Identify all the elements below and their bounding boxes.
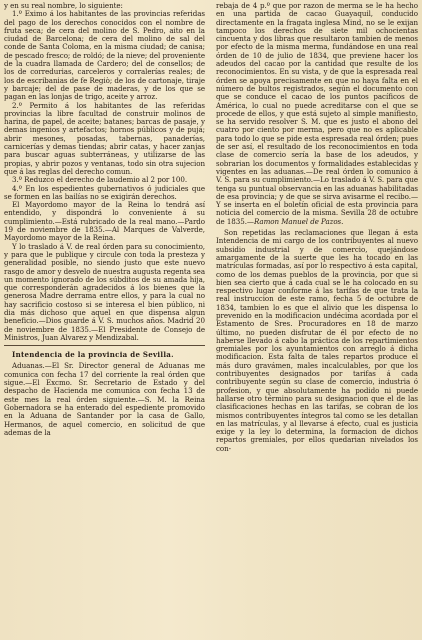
right-column — [216, 2, 418, 453]
paragraph: 2.º Permito á los habitantes de las referidas provincias la libre facultad de construir molinos de harina, de papel, de aceite; batanes; barcas de pasaje, y demas ingenios y artefactos; hornos públicos y de pujá; abrir mesones, posadas, tabernas, panaderías, carnicerías y demas tiendas; abrir catas, y hacer zanjas para buscar aguas subterráneas, y utilizarse de las propias, y abrir pozos y ventanas, todo sin otra sujecion que á las reglas del derecho comun. — [4, 100, 205, 176]
section-title: Intendencia de la provincia de Sevilla. — [12, 350, 174, 360]
section-divider — [4, 345, 205, 346]
paragraph: Aduanas.—El Sr. Director general de Aduanas me comunica con fecha 17 del corriente la real órden que sigue.—El Excmo. Sr. Secretario de Estado y del despacho de Hacienda me comunica con fecha 13 de este mes la real órden siguiente.—S. M. la Reina Gobernadora se ha enterado del espediente promovido en la Aduana de Santander por la casa de Gallo, Hermanos, de aquel comercio, en solicitud de que ademas de la — [4, 361, 205, 437]
paragraph: 4.º En los espedientes gubernativos ó judiciales que se formen en las bailías no se exigirán derechos. — [4, 183, 205, 201]
paragraph: El Mayordomo mayor de la Reina lo tendrá así entendido, y dispondrá lo conveniente á su cumplimiento.—Está rubricado de la real mano.—Pardo 19 de noviembre de 1835.—Al Marques de Valverde, Mayordomo mayor de la Reina. — [4, 200, 205, 243]
paragraph — [216, 2, 418, 226]
paragraph: 3.º Reduzco el derecho de laudemio al 2 por 100. — [12, 175, 188, 185]
paragraph-text: rebaja de 4 p.º que por razon de merma se le ha hecho en una partida de cacao Guayaquil, conducido directamente en la fragata inglesa Mind, no se le exijan tampoco los derechos de siete mil ochocientas cincuenta y dos libras que resultaron tambien de menos por efecto de la misma merma, fundándose en una real órden de 10 de julio de 1834, que previene hacer los adeudos del cacao por la cantidad que resulte de los reconocimientos. En su vista, y de que la espresada real órden se apoya precisamente en que no haya falta en el número de bultos registrados, según el documento con que se conduce el cacao de los puntos pacíficos de América, lo cual no puede acreditarse con el que se procede de ellos, y que está sujeto al simple manifiesto, se ha servido resolver S. M. que es justo el abono del cuatro por ciento por merma, pero que no es aplicable para todo lo que se pide esta espresada real órden; pues de ser así, el resultado de los reconocimientos en toda clase de comercio sería la base de los adeudos, y sobrarian los documentos y formalidades establecidas y vigentes en las aduanas.—De real órden lo comunico á V. S. para su cumplimiento.—Lo traslado á V. S. para que tenga su puntual observancia en las aduanas habilitadas de esa provincia; y de que se sirva avisarme el recibo.—Y se inserta en el boletín oficial de esta provincia para noticia del comercio de la misma. Sevilla 28 de octubre de 1835.— — [216, 1, 418, 226]
paragraph: 1.º Eximo á los habitantes de las provincias referidas del pago de los derechos conocidos con el nombre de fruta seca; de cera del molino de S. Pedro, aito en la ciudad de Barcelona; de cera del molino de sal del conde de Santa Coloma, en la misma ciudad; de canisa; de pescado fresco; de roldó; de la nieve; del proveniente de la cuadra llamada de Cardero; del de consellos; de los de corredurias, carceleros y corralerías reales; de los de escribanias de fe Regiò; de los de cartonaje, tiraje y barcaje; del de pase de maderas, y de los que se pagan en las lonjas de trigo, aceite y arroz. — [4, 9, 205, 102]
signature: Ramon Manuel de Pazos. — [253, 216, 344, 226]
paragraph: Y lo traslado á V. de real órden para su conocimiento, y para que le publique y circule con toda la presteza y generalidad posible, no siendo justo que este nuevo rasgo de amor y desvelo de nuestra augusta regenta sea un momento ignorado de los súbditos de su amada hija, que corresponderán agradecidos á los bienes que la generosa Madre derrama entre ellos, y para la cual no hay sacrificio costoso si se interesa el bien público, ni dia más dichoso que aquel en que dispensa algun beneficio.—Dios guarde á V. S. muchos años. Madrid 20 de noviembre de 1835.—El Presidente de Consejo de Ministros, Juan Alvarez y Mendizabal. — [4, 241, 206, 342]
paragraph: y en su real nombre, lo siguiente: — [4, 1, 123, 10]
paragraph: Son repetidas las reclamaciones que llegan á esta Intendencia de mi cargo de los contribuyentes al nuevo subsidio industrial y de comercio, quejándose amargamente de la suerte que les ha tocado en las matrículas formadas, así por lo respectivo á esta capital, como de los demas pueblos de la provincia, por que si bien sea cierto que á cada cual se le ha colocado en su respectivo lugar conforme á las tarifas de que trata la real instruccion de este ramo, fecha 5 de octubre de 1834, tambien lo es que el alivio que les dispensa lo prevenido en la modificacion undécima acordada por el Estamento de Sres. Procuradores en 18 de marzo último, no pueden disfrutar de él por efecto de no haberse llevado á cabo la práctica de los repartimientos gremiales por los ayuntamientos con arreglo á dicha modificacion. Esta falta de tales repartos produce el más duro gravámen, males incalculables, por que los contribuyentes designados por tarifas á cada contribuyente según su clase de comercio, industria ó profesion, y que absolutamente ha podido ni puede hallarse otro término para su designacion que el de las clasificaciones hechas en las tarifas, se cobran de los mismos contribuyentes íntegros tal como se les detallan en las matrículas, y al llevarse á efecto, cual es justicia exige y la ley lo determina, la formacion de dichos repartos gremiales, por ellos quedarian nivelados los con- — [216, 228, 418, 453]
left-column — [4, 2, 205, 437]
